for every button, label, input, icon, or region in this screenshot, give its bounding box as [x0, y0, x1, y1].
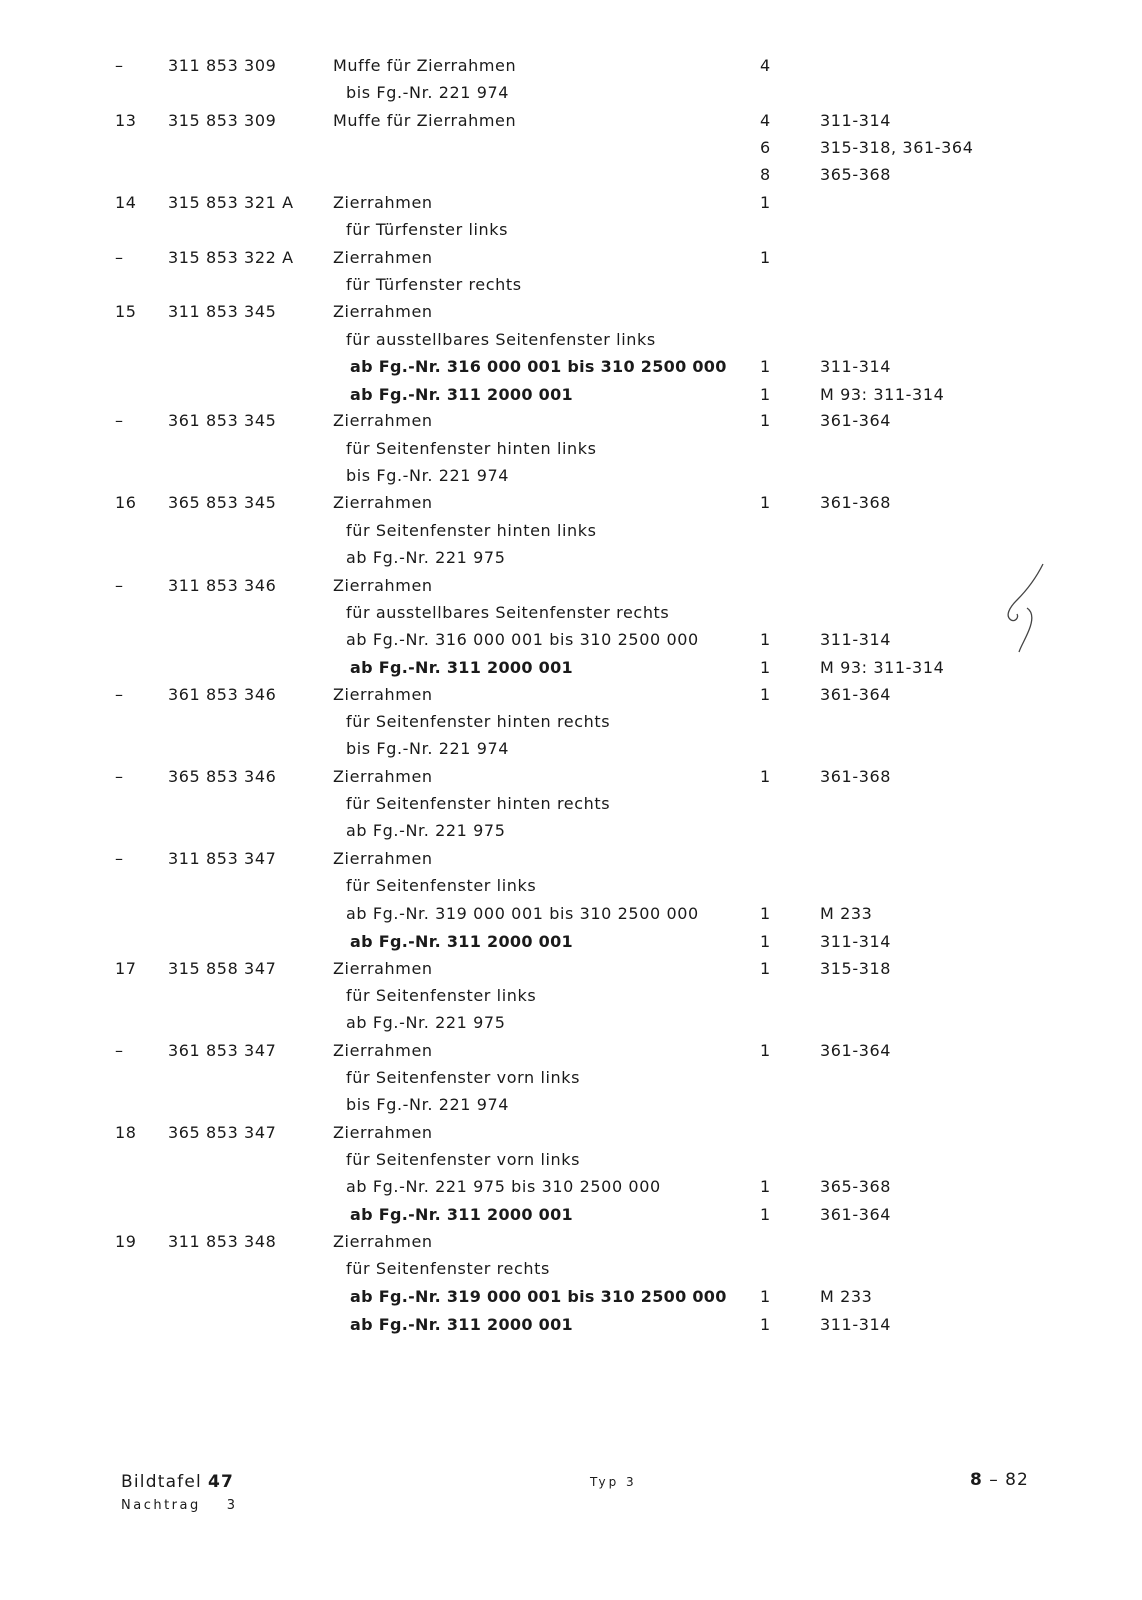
description: ab Fg.-Nr. 316 000 001 bis 310 2500 000	[350, 357, 727, 376]
bildtafel-text: Bildtafel	[121, 1472, 202, 1492]
description: für Seitenfenster vorn links	[346, 1150, 581, 1169]
quantity: 1	[760, 1177, 771, 1196]
position-number: –	[115, 767, 124, 786]
position-number: 17	[115, 959, 137, 978]
description: Zierrahmen	[333, 1232, 433, 1251]
quantity: 1	[760, 248, 771, 267]
quantity: 1	[760, 193, 771, 212]
description: ab Fg.-Nr. 311 2000 001	[350, 385, 573, 404]
bildtafel-number: 47	[207, 1472, 235, 1492]
quantity: 1	[760, 493, 771, 512]
description: für Seitenfenster links	[346, 986, 537, 1005]
table-row	[0, 519, 1142, 543]
description: ab Fg.-Nr. 319 000 001 bis 310 2500 000	[350, 1287, 727, 1306]
part-number: 311 853 347	[168, 849, 277, 868]
description: Muffe für Zierrahmen	[333, 111, 517, 130]
table-row	[0, 1121, 1142, 1145]
handwritten-mark	[995, 560, 1055, 660]
model-notes: 361-364	[820, 1041, 892, 1060]
quantity: 1	[760, 685, 771, 704]
position-number: –	[115, 1041, 124, 1060]
model-notes: M 233	[820, 904, 873, 923]
table-row	[0, 819, 1142, 843]
table-row	[0, 218, 1142, 242]
model-notes: 311-314	[820, 630, 892, 649]
quantity: 1	[760, 385, 771, 404]
model-notes: 311-314	[820, 1315, 892, 1334]
quantity: 1	[760, 658, 771, 677]
model-notes: 361-364	[820, 1205, 892, 1224]
quantity: 1	[760, 1315, 771, 1334]
description: Zierrahmen	[333, 411, 433, 430]
table-row	[0, 1313, 1142, 1337]
quantity: 1	[760, 411, 771, 430]
position-number: –	[115, 849, 124, 868]
description: Zierrahmen	[333, 302, 433, 321]
table-row	[0, 1203, 1142, 1227]
model-notes: 315-318	[820, 959, 892, 978]
table-row	[0, 710, 1142, 734]
table-row	[0, 491, 1142, 515]
nachtrag-label	[121, 1498, 238, 1513]
description: ab Fg.-Nr. 221 975	[346, 1013, 506, 1032]
description: für ausstellbares Seitenfenster rechts	[346, 603, 670, 622]
page-section: 8	[970, 1470, 983, 1490]
table-row	[0, 847, 1142, 871]
quantity: 4	[760, 111, 771, 130]
part-number: 311 853 345	[168, 302, 277, 321]
table-row	[0, 574, 1142, 598]
part-number: 311 853 346	[168, 576, 277, 595]
table-row	[0, 1148, 1142, 1172]
table-row	[0, 1093, 1142, 1117]
quantity: 1	[760, 932, 771, 951]
table-row	[0, 273, 1142, 297]
table-row	[0, 383, 1142, 407]
table-row	[0, 136, 1142, 160]
position-number: 19	[115, 1232, 137, 1251]
table-row	[0, 683, 1142, 707]
model-notes: M 93: 311-314	[820, 385, 945, 404]
part-number: 365 853 347	[168, 1123, 277, 1142]
table-row	[0, 874, 1142, 898]
description: für Türfenster links	[346, 220, 509, 239]
description: ab Fg.-Nr. 319 000 001 bis 310 2500 000	[346, 904, 699, 923]
position-number: –	[115, 685, 124, 704]
description: Zierrahmen	[333, 493, 433, 512]
model-notes: M 93: 311-314	[820, 658, 945, 677]
nachtrag-number: 3	[226, 1498, 238, 1513]
position-number: 14	[115, 193, 137, 212]
quantity: 1	[760, 1287, 771, 1306]
quantity: 1	[760, 357, 771, 376]
part-number: 361 853 346	[168, 685, 277, 704]
table-row	[0, 656, 1142, 680]
table-row	[0, 737, 1142, 761]
quantity: 1	[760, 630, 771, 649]
description: bis Fg.-Nr. 221 974	[346, 1095, 510, 1114]
table-row	[0, 1011, 1142, 1035]
table-row	[0, 902, 1142, 926]
description: ab Fg.-Nr. 221 975	[346, 548, 506, 567]
description: für ausstellbares Seitenfenster links	[346, 330, 656, 349]
part-number: 365 853 346	[168, 767, 277, 786]
description: ab Fg.-Nr. 311 2000 001	[350, 658, 573, 677]
quantity: 4	[760, 56, 771, 75]
page-number	[970, 1470, 1029, 1490]
table-row	[0, 957, 1142, 981]
description: Zierrahmen	[333, 248, 433, 267]
table-row	[0, 81, 1142, 105]
description: Zierrahmen	[333, 959, 433, 978]
table-row	[0, 464, 1142, 488]
quantity: 8	[760, 165, 771, 184]
description: Zierrahmen	[333, 767, 433, 786]
table-row	[0, 409, 1142, 433]
quantity: 1	[760, 959, 771, 978]
model-notes: 365-368	[820, 1177, 892, 1196]
table-row	[0, 355, 1142, 379]
description: Zierrahmen	[333, 576, 433, 595]
description: für Seitenfenster rechts	[346, 1259, 550, 1278]
part-number: 361 853 347	[168, 1041, 277, 1060]
table-row	[0, 1257, 1142, 1281]
description: für Seitenfenster hinten links	[346, 521, 597, 540]
description: für Türfenster rechts	[346, 275, 522, 294]
table-row	[0, 54, 1142, 78]
quantity: 1	[760, 767, 771, 786]
model-notes: 361-368	[820, 767, 892, 786]
description: Zierrahmen	[333, 1041, 433, 1060]
model-notes: 311-314	[820, 111, 892, 130]
typ-label: Typ 3	[590, 1475, 637, 1489]
model-notes: 311-314	[820, 357, 892, 376]
quantity: 1	[760, 1205, 771, 1224]
table-row	[0, 930, 1142, 954]
quantity: 1	[760, 904, 771, 923]
bildtafel-label	[121, 1472, 234, 1492]
table-row	[0, 300, 1142, 324]
table-row	[0, 601, 1142, 625]
model-notes: 365-368	[820, 165, 892, 184]
description: Zierrahmen	[333, 849, 433, 868]
table-row	[0, 1285, 1142, 1309]
table-row	[0, 1230, 1142, 1254]
table-row	[0, 546, 1142, 570]
description: für Seitenfenster hinten rechts	[346, 794, 611, 813]
table-row	[0, 328, 1142, 352]
quantity: 6	[760, 138, 771, 157]
position-number: –	[115, 576, 124, 595]
part-number: 311 853 309	[168, 56, 277, 75]
description: Muffe für Zierrahmen	[333, 56, 517, 75]
model-notes: M 233	[820, 1287, 873, 1306]
table-row	[0, 628, 1142, 652]
position-number: 16	[115, 493, 137, 512]
description: Zierrahmen	[333, 1123, 433, 1142]
position-number: –	[115, 248, 124, 267]
part-number: 311 853 348	[168, 1232, 277, 1251]
table-row	[0, 437, 1142, 461]
description: bis Fg.-Nr. 221 974	[346, 466, 510, 485]
table-row	[0, 984, 1142, 1008]
description: bis Fg.-Nr. 221 974	[346, 739, 510, 758]
position-number: –	[115, 411, 124, 430]
part-number: 315 853 321 A	[168, 193, 294, 212]
part-number: 361 853 345	[168, 411, 277, 430]
part-number: 315 853 309	[168, 111, 277, 130]
part-number: 315 853 322 A	[168, 248, 294, 267]
model-notes: 361-364	[820, 411, 892, 430]
description: für Seitenfenster hinten links	[346, 439, 597, 458]
position-number: –	[115, 56, 124, 75]
page-index: – 82	[989, 1470, 1029, 1490]
description: ab Fg.-Nr. 311 2000 001	[350, 1205, 573, 1224]
position-number: 13	[115, 111, 137, 130]
model-notes: 311-314	[820, 932, 892, 951]
table-row	[0, 191, 1142, 215]
table-row	[0, 246, 1142, 270]
description: bis Fg.-Nr. 221 974	[346, 83, 510, 102]
nachtrag-text: Nachtrag	[121, 1498, 201, 1513]
description: ab Fg.-Nr. 311 2000 001	[350, 932, 573, 951]
table-row	[0, 109, 1142, 133]
table-row	[0, 1175, 1142, 1199]
description: Zierrahmen	[333, 685, 433, 704]
description: ab Fg.-Nr. 221 975	[346, 821, 506, 840]
description: Zierrahmen	[333, 193, 433, 212]
description: für Seitenfenster links	[346, 876, 537, 895]
table-row	[0, 1066, 1142, 1090]
description: ab Fg.-Nr. 311 2000 001	[350, 1315, 573, 1334]
part-number: 315 858 347	[168, 959, 277, 978]
model-notes: 361-364	[820, 685, 892, 704]
description: ab Fg.-Nr. 221 975 bis 310 2500 000	[346, 1177, 661, 1196]
description: für Seitenfenster vorn links	[346, 1068, 581, 1087]
table-row	[0, 163, 1142, 187]
model-notes: 361-368	[820, 493, 892, 512]
model-notes: 315-318, 361-364	[820, 138, 974, 157]
table-row	[0, 792, 1142, 816]
position-number: 18	[115, 1123, 137, 1142]
table-row	[0, 1039, 1142, 1063]
quantity: 1	[760, 1041, 771, 1060]
description: für Seitenfenster hinten rechts	[346, 712, 611, 731]
description: ab Fg.-Nr. 316 000 001 bis 310 2500 000	[346, 630, 699, 649]
table-row	[0, 765, 1142, 789]
position-number: 15	[115, 302, 137, 321]
part-number: 365 853 345	[168, 493, 277, 512]
